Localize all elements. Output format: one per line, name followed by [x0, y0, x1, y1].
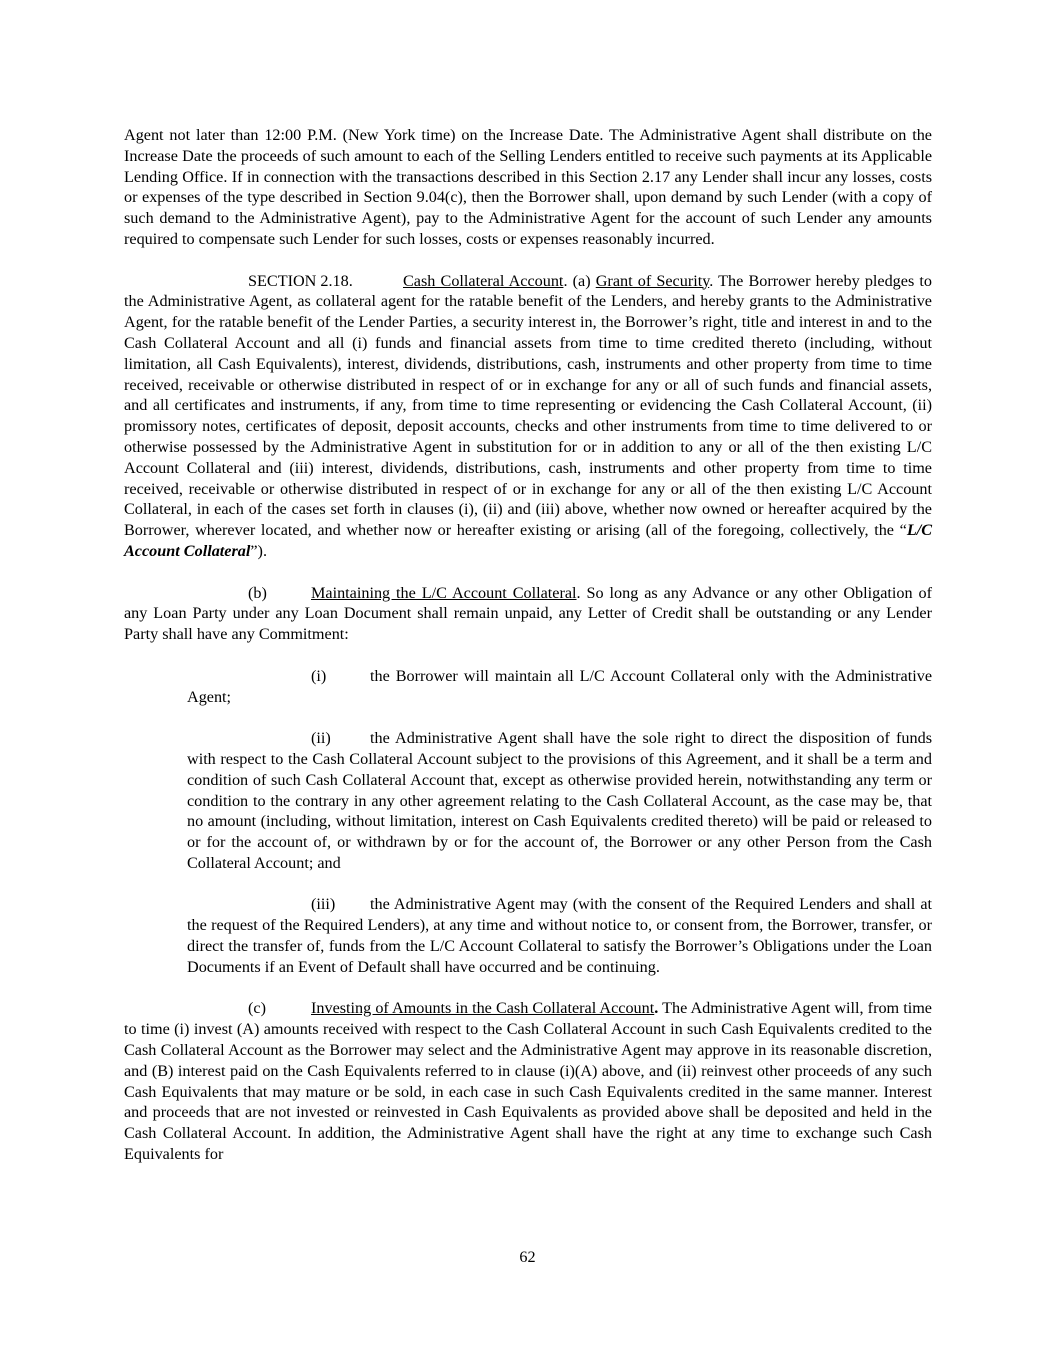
defined-term: L/C Account Collateral [124, 521, 932, 560]
clause-c-paragraph: (c) Investing of Amounts in the Cash Collateral Account. The Administrative Agent will, from time to time (i) invest (A) amounts received with respect to the Cash Collateral Account in such Cash Equivalents credited to the Cash Collateral Account as the Borrower may select and the Administrative Agent may approve in its reasonable discretion, and (B) interest paid on the Cash Equivalents referred to in clause (i)(A) above, and (ii) reinvest other proceeds of any such Cash Equivalents that may mature or be sold, in each case in such Cash Equivalents credited in the same manner. Interest and proceeds that are not invested or reinvested in Cash Equivalents as provided above shall be deposited and held in the Cash Collateral Account. In addition, the Administrative Agent shall have the right at any time to exchange such Cash Equivalents for [124, 999, 932, 1164]
section-title: Cash Collateral Account [403, 271, 564, 290]
subclause-iii-text: the Administrative Agent may (with the consent of the Required Lenders and shall at the request of the Required Lenders), at any time and without notice to, or consent from, the Borrower, transfer, or direct the transfer of, funds from the L/C Account Collateral to satisfy the Borrower’s Obligations under the Loan Documents if an Event of Default shall have occurred and be continuing. [187, 895, 932, 976]
clause-b-heading: Maintaining the L/C Account Collateral [311, 583, 577, 602]
clause-b-label: (b) [248, 583, 267, 602]
subclause-ii-text: the Administrative Agent shall have the sole right to direct the disposition of funds with respect to the Cash Collateral Account subject to the provisions of this Agreement, and it shall be a term and condition of such Cash Collateral Account that, except as otherwise provided herein, notwithstanding any term or condition to the contrary in any other agreement relating to the Cash Collateral Account, as the case may be, that no amount (including, without limitation, interest on Cash Equivalents credited thereto) will be paid or released to or for the account of, or withdrawn by or for the account of, the Borrower or any other Person from the Cash Collateral Account; and [187, 729, 932, 872]
subclause-i [187, 666, 932, 708]
clause-a-heading: Grant of Security [595, 271, 710, 290]
clause-b-paragraph: (b) Maintaining the L/C Account Collateral. So long as any Advance or any other Obligation of any Loan Party under any Loan Document shall remain unpaid, any Letter of Credit shall be outstanding or any Lender Party shall have any Commitment: [124, 583, 932, 644]
clause-b-text: So long as any Advance or any other Obligation of any Loan Party under any Loan Document shall remain unpaid, any Letter of Credit shall be outstanding or any Lender Party shall have any Commitment: [124, 583, 932, 644]
section-number: SECTION 2.18. [248, 271, 353, 290]
subclause-iii-label: (iii) [311, 895, 336, 914]
subclause-ii-label: (ii) [311, 729, 331, 748]
clause-a-end: ”). [250, 541, 267, 560]
paragraph-continuation: Agent not later than 12:00 P.M. (New York time) on the Increase Date. The Administrative Agent shall distribute on the Increase Date the proceeds of such amount to each of the Selling Lenders entitled to receive such payments at its Applicable Lending Office. If in connection with the transactions described in this Section 2.17 any Lender shall incur any losses, costs or expenses of the type described in Section 9.04(c), then the Borrower shall, upon demand by such Lender (with a copy of such demand to the Administrative Agent), pay to the Administrative Agent for the account of such Lender any amounts required to compensate such Lender for such losses, costs or expenses reasonably incurred. [124, 126, 932, 248]
subclause-iii [187, 894, 932, 977]
subclause-ii [187, 728, 932, 874]
section-2-18-paragraph: SECTION 2.18. Cash Collateral Account. (a) Grant of Security. The Borrower hereby pledges to the Administrative Agent, as collateral agent for the ratable benefit of the Lenders, and hereby grants to the Administrative Agent, for the ratable benefit of the Lender Parties, a security interest in, the Borrower’s right, title and interest in and to the Cash Collateral Account and all (i) funds and financial assets from time to time credited thereto (including, without limitation, all Cash Equivalents), interest, dividends, distributions, cash, instruments and other property from time to time received, receivable or otherwise distributed in respect of or in exchange for any or all of such funds and financial assets, and all certificates and instruments, if any, from time to time representing or evidencing the Cash Collateral Account, (ii) promissory notes, certificates of deposit, deposit accounts, checks and other instruments from time to time delivered to or otherwise possessed by the Administrative Agent in substitution for or in addition to any or all of the then existing L/C Account Collateral and (iii) interest, dividends, distributions, cash, instruments and other property from time to time received, receivable or otherwise distributed in respect of or in exchange for any or all of the then existing L/C Account Collateral, in each of the cases set forth in clauses (i), (ii) and (iii) above, whether now owned or hereafter acquired by the Borrower, wherever located, and whether now or hereafter existing or arising (all of the foregoing, collectively, the “L/C Account Collateral”). [124, 271, 932, 560]
clause-c-text: The Administrative Agent will, from time to time (i) invest (A) amounts received with respect to the Cash Collateral Account in such Cash Equivalents credited to the Cash Collateral Account as the Borrower may select and the Administrative Agent may approve in its reasonable discretion, and (B) interest paid on the Cash Equivalents referred to in clause (i)(A) above, and (ii) reinvest other proceeds of any such Cash Equivalents that may mature or be sold, in each case in such Cash Equivalents credited in the same manner. Interest and proceeds that are not invested or reinvested in Cash Equivalents as provided above shall be deposited and held in the Cash Collateral Account. In addition, the Administrative Agent shall have the right at any time to exchange such Cash Equivalents for [124, 999, 932, 1164]
clause-a-text: The Borrower hereby pledges to the Administrative Agent, as collateral agent for the ratable benefit of the Lenders, and hereby grants to the Administrative Agent, for the ratable benefit of the Lender Parties, a security interest in, the Borrower’s right, title and interest in and to the Cash Collateral Account and all (i) funds and financial assets from time to time credited thereto (including, without limitation, all Cash Equivalents), interest, dividends, distributions, cash, instruments and other property from time to time received, receivable or otherwise distributed in respect of or in exchange for any or all of such funds and financial assets, and all certificates and instruments, if any, from time to time representing or evidencing the Cash Collateral Account, (ii) promissory notes, certificates of deposit, deposit accounts, checks and other instruments from time to time delivered to or otherwise possessed by the Administrative Agent in substitution for or in addition to any or all of the then existing L/C Account Collateral and (iii) interest, dividends, distributions, cash, instruments and other property from time to time received, receivable or otherwise distributed in respect of or in exchange for any or all of the then existing L/C Account Collateral, in each of the cases set forth in clauses (i), (ii) and (iii) above, whether now owned or hereafter acquired by the Borrower, wherever located, and whether now or hereafter existing or arising (all of the foregoing, collectively, the “ [124, 271, 932, 540]
clause-c-label: (c) [248, 999, 266, 1018]
page-number: 62 [519, 1248, 536, 1266]
clause-a-label: (a) [572, 271, 591, 290]
clause-c-heading: Investing of Amounts in the Cash Collateral Account [311, 999, 655, 1018]
subclause-i-text: the Borrower will maintain all L/C Account Collateral only with the Administrative Agent; [187, 666, 932, 706]
document-page [124, 125, 932, 1165]
subclause-i-label: (i) [311, 666, 327, 685]
